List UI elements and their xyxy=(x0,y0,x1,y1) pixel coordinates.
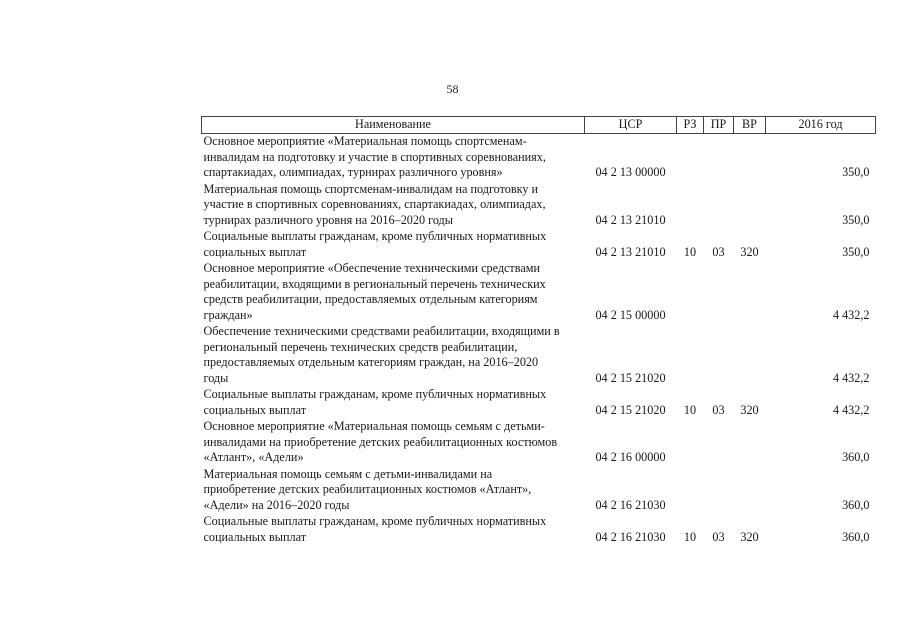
table-body xyxy=(202,134,876,547)
row-vr xyxy=(734,182,766,230)
row-csr: 04 2 16 21030 xyxy=(595,529,666,544)
row-pr xyxy=(704,467,734,515)
row-amount: 4 432,2 xyxy=(832,370,870,385)
row-amount: 360,0 xyxy=(842,497,870,512)
row-pr: 03 xyxy=(712,244,725,259)
row-vr: 320 xyxy=(740,402,759,417)
row-pr xyxy=(704,419,734,467)
table-row xyxy=(202,387,876,419)
row-rz xyxy=(677,182,704,230)
row-vr xyxy=(734,419,766,467)
row-pr xyxy=(704,324,734,387)
row-pr: 03 xyxy=(712,529,725,544)
row-vr: 320 xyxy=(740,244,759,259)
row-name: Основное мероприятие «Обеспечение техническими средствами реабилитации, входящими в региональный перечень технических средств реабилитации, предоставляемых отдельным категориям граждан» xyxy=(203,261,546,322)
row-csr: 04 2 16 00000 xyxy=(595,450,666,464)
table-row xyxy=(202,229,876,261)
row-rz xyxy=(677,467,704,515)
row-rz xyxy=(677,324,704,387)
row-amount: 350,0 xyxy=(842,212,870,227)
row-csr: 04 2 13 00000 xyxy=(595,165,666,179)
budget-table xyxy=(201,116,876,546)
table-row xyxy=(202,419,876,467)
row-name: Обеспечение техническими средствами реабилитации, входящими в региональный перечень технических средств реабилитации, предоставляемых отдельным категориям граждан, на 2016–2020 годы xyxy=(203,324,560,385)
row-name: Социальные выплаты гражданам, кроме публичных нормативных социальных выплат xyxy=(203,229,547,259)
table-header xyxy=(202,117,876,134)
row-name: Материальная помощь спортсменам-инвалидам на подготовку и участие в спортивных соревнованиях, спартакиадах, олимпиадах, турнирах различного уровня на 2016–2020 годы xyxy=(203,181,546,227)
page-number xyxy=(0,82,905,97)
row-csr: 04 2 16 21030 xyxy=(595,497,666,512)
header-csr: ЦСР xyxy=(585,117,677,134)
table-row xyxy=(202,182,876,230)
row-amount: 360,0 xyxy=(842,450,870,464)
row-rz: 10 xyxy=(683,529,697,544)
row-pr xyxy=(704,182,734,230)
table-row xyxy=(202,134,876,182)
table-row xyxy=(202,324,876,387)
row-vr xyxy=(734,467,766,515)
row-rz xyxy=(677,261,704,324)
row-name: Социальные выплаты гражданам, кроме публичных нормативных социальных выплат xyxy=(203,514,547,544)
row-vr: 320 xyxy=(740,529,759,544)
header-amount: 2016 год xyxy=(766,117,876,134)
row-pr xyxy=(704,261,734,324)
row-amount: 360,0 xyxy=(842,529,870,544)
header-name: Наименование xyxy=(202,117,585,134)
row-rz xyxy=(677,419,704,467)
row-csr: 04 2 15 00000 xyxy=(595,307,666,322)
row-csr: 04 2 13 21010 xyxy=(595,212,666,227)
row-name: Основное мероприятие «Материальная помощь спортсменам-инвалидам на подготовку и участие в спортивных соревнованиях, спартакиадах, олимпиадах, турнирах различного уровня» xyxy=(203,134,546,179)
row-amount: 4 432,2 xyxy=(832,307,870,322)
table-row xyxy=(202,467,876,515)
table-row xyxy=(202,261,876,324)
row-amount: 4 432,2 xyxy=(832,402,870,417)
row-csr: 04 2 13 21010 xyxy=(595,244,666,259)
row-csr: 04 2 15 21020 xyxy=(595,402,666,417)
row-vr xyxy=(734,134,766,182)
row-pr: 03 xyxy=(712,402,725,417)
row-vr xyxy=(734,261,766,324)
row-rz: 10 xyxy=(683,244,697,259)
row-pr xyxy=(704,134,734,182)
header-pr: ПР xyxy=(704,117,734,134)
row-vr xyxy=(734,324,766,387)
header-row xyxy=(202,117,876,134)
row-name: Материальная помощь семьям с детьми-инвалидами на приобретение детских реабилитационных костюмов «Атлант», «Адели» на 2016–2020 годы xyxy=(203,466,532,512)
row-csr: 04 2 15 21020 xyxy=(595,370,666,385)
row-amount: 350,0 xyxy=(842,165,870,179)
header-vr: ВР xyxy=(734,117,766,134)
row-name: Социальные выплаты гражданам, кроме публичных нормативных социальных выплат xyxy=(203,387,547,417)
table-row xyxy=(202,514,876,546)
row-amount: 350,0 xyxy=(842,244,870,259)
row-rz xyxy=(677,134,704,182)
row-name: Основное мероприятие «Материальная помощь семьям с детьми-инвалидами на приобретение детских реабилитационных костюмов «Атлант», «Адели» xyxy=(203,419,558,464)
page-number-text: 58 xyxy=(446,82,459,96)
header-rz: РЗ xyxy=(677,117,704,134)
row-rz: 10 xyxy=(683,402,697,417)
